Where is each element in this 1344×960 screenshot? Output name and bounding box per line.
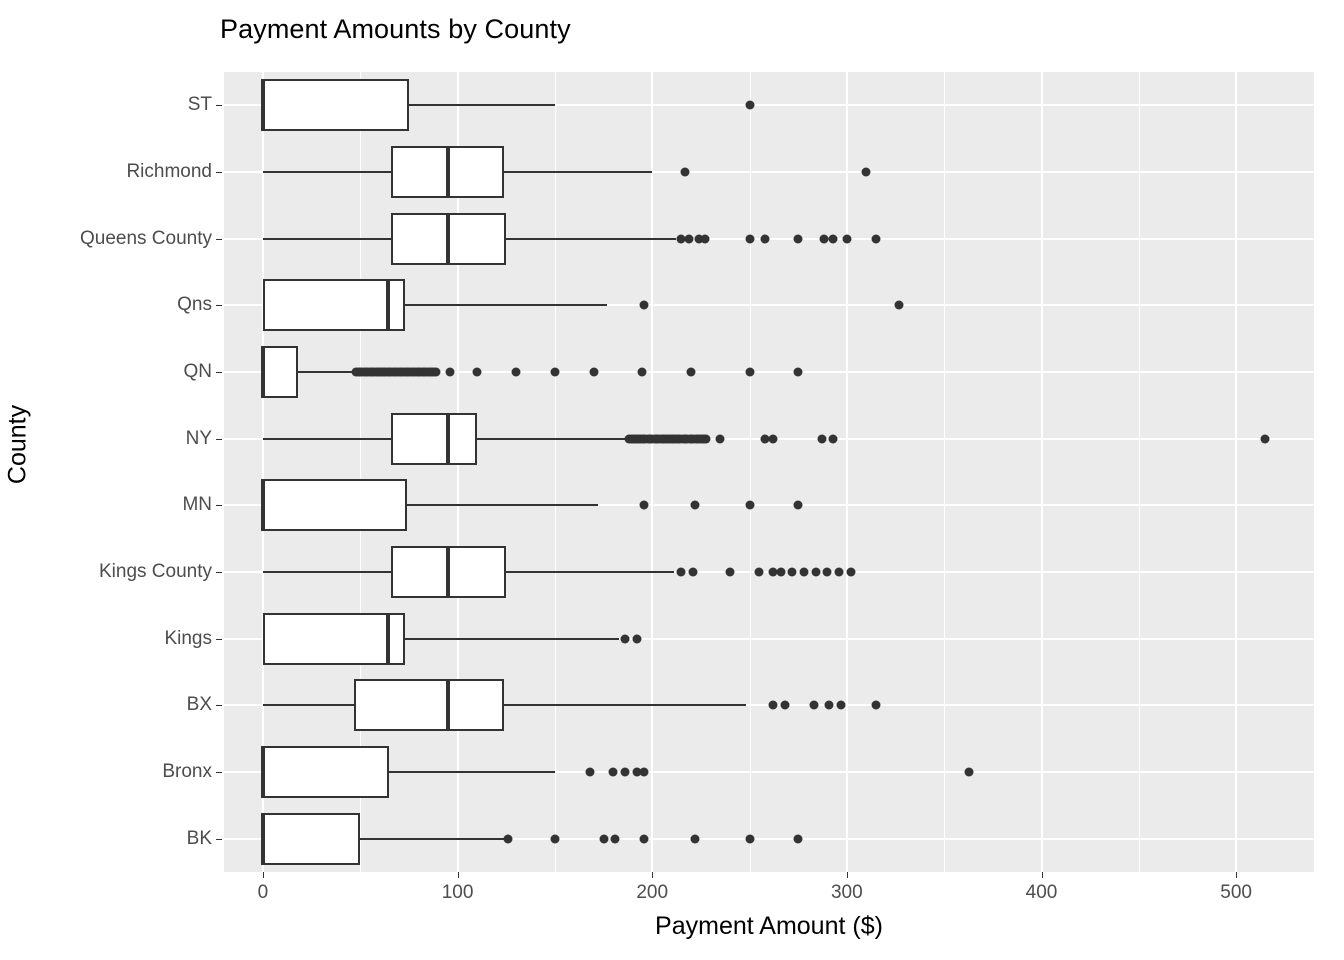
outlier-point [794,834,803,843]
y-tick-label: Queens County [79,227,212,249]
outlier-point [776,568,785,577]
outlier-point [745,234,754,243]
outlier-point [788,568,797,577]
median-line [386,279,390,331]
outlier-point [511,368,520,377]
box-rect [263,346,298,398]
outlier-point [794,501,803,510]
y-tick-mark [216,705,222,706]
box-rect [391,413,477,465]
outlier-point [691,834,700,843]
outlier-point [768,701,777,710]
outlier-point [895,301,904,310]
outlier-point [965,768,974,777]
y-tick-label: BX [186,694,212,716]
outlier-point [794,234,803,243]
outlier-point [835,568,844,577]
box-rect [263,746,390,798]
outlier-point [677,568,686,577]
median-line [446,146,450,198]
x-tick-mark [1236,872,1237,878]
outlier-point [794,368,803,377]
outlier-point [846,568,855,577]
outlier-point [829,234,838,243]
box-rect [263,613,405,665]
x-tick-label: 500 [1220,882,1252,903]
box-rect [263,813,360,865]
outlier-point [681,168,690,177]
x-tick-mark [1042,872,1043,878]
outlier-point [745,501,754,510]
outlier-point [550,834,559,843]
outlier-point [872,701,881,710]
box-rect [263,479,407,531]
outlier-point [632,634,641,643]
outlier-point [716,434,725,443]
outlier-point [819,234,828,243]
outlier-point [620,768,629,777]
x-tick-label: 200 [636,882,669,903]
y-tick-mark [216,172,222,173]
y-tick-mark [216,505,222,506]
y-tick-label: Kings [164,627,212,649]
x-tick-label: 400 [1025,882,1058,903]
y-tick-mark [216,572,222,573]
x-tick-label: 300 [830,882,863,903]
outlier-point [811,568,820,577]
x-tick-label: 100 [441,882,474,903]
median-line [261,79,265,131]
outlier-point [872,234,881,243]
outlier-point [638,368,647,377]
gridline-vertical-minor [944,72,945,872]
outlier-point [689,568,698,577]
median-line [261,479,265,531]
median-line [446,413,450,465]
x-axis-title: Payment Amount ($) [655,912,883,940]
y-tick-mark [216,305,222,306]
median-line [261,746,265,798]
outlier-point [829,434,838,443]
gridline-vertical-major [1041,72,1043,872]
outlier-point [800,568,809,577]
outlier-point [599,834,608,843]
outlier-point [685,234,694,243]
y-tick-mark [216,439,222,440]
outlier-point [609,768,618,777]
y-axis-title: County [3,404,32,485]
x-tick-mark [263,872,264,878]
median-line [261,813,265,865]
outlier-point [640,301,649,310]
outlier-point [430,368,439,377]
y-tick-label: ST [187,94,212,116]
outlier-point [473,368,482,377]
outlier-point [1261,434,1270,443]
page-title: Payment Amounts by County [220,14,571,44]
median-line [261,346,265,398]
outlier-point [640,768,649,777]
outlier-point [550,368,559,377]
gridline-vertical-major [651,72,653,872]
outlier-point [620,634,629,643]
outlier-point [755,568,764,577]
box-rect [263,79,409,131]
y-tick-mark [216,239,222,240]
y-tick-label: Bronx [162,761,212,782]
outlier-point [445,368,454,377]
outlier-point [837,701,846,710]
outlier-point [640,834,649,843]
outlier-point [698,434,707,443]
y-tick-label: BK [186,827,212,849]
outlier-point [780,701,789,710]
outlier-point [842,234,851,243]
y-tick-label: MN [182,494,212,516]
y-tick-mark [216,372,222,373]
x-tick-mark [458,872,459,878]
outlier-point [745,834,754,843]
outlier-point [745,101,754,110]
outlier-point [745,368,754,377]
outlier-point [585,768,594,777]
y-tick-mark [216,639,222,640]
outlier-point [687,368,696,377]
y-tick-mark [216,772,222,773]
gridline-vertical-major [1235,72,1237,872]
outlier-point [589,368,598,377]
outlier-point [862,168,871,177]
gridline-vertical-minor [750,72,751,872]
median-line [446,213,450,265]
outlier-point [768,434,777,443]
outlier-point [640,501,649,510]
gridline-vertical-minor [555,72,556,872]
y-tick-label: NY [185,427,212,449]
x-tick-mark [847,872,848,878]
x-tick-mark [652,872,653,878]
gridline-vertical-major [846,72,848,872]
outlier-point [611,834,620,843]
outlier-point [809,701,818,710]
y-tick-mark [216,105,222,106]
outlier-point [504,834,513,843]
outlier-point [761,234,770,243]
outlier-point [825,701,834,710]
gridline-vertical-minor [1139,72,1140,872]
box-rect [263,279,405,331]
y-tick-mark [216,839,222,840]
outlier-point [691,501,700,510]
median-line [446,546,450,598]
x-tick-label: 0 [257,882,269,903]
outlier-point [823,568,832,577]
y-tick-label: Kings County [98,561,212,582]
box-rect [354,679,504,731]
median-line [446,679,450,731]
median-line [386,613,390,665]
outlier-point [817,434,826,443]
y-tick-label: Richmond [126,161,212,182]
plot-panel [224,72,1314,872]
outlier-point [700,234,709,243]
outlier-point [726,568,735,577]
y-tick-label: Qns [177,294,212,316]
y-tick-label: QN [183,361,212,382]
